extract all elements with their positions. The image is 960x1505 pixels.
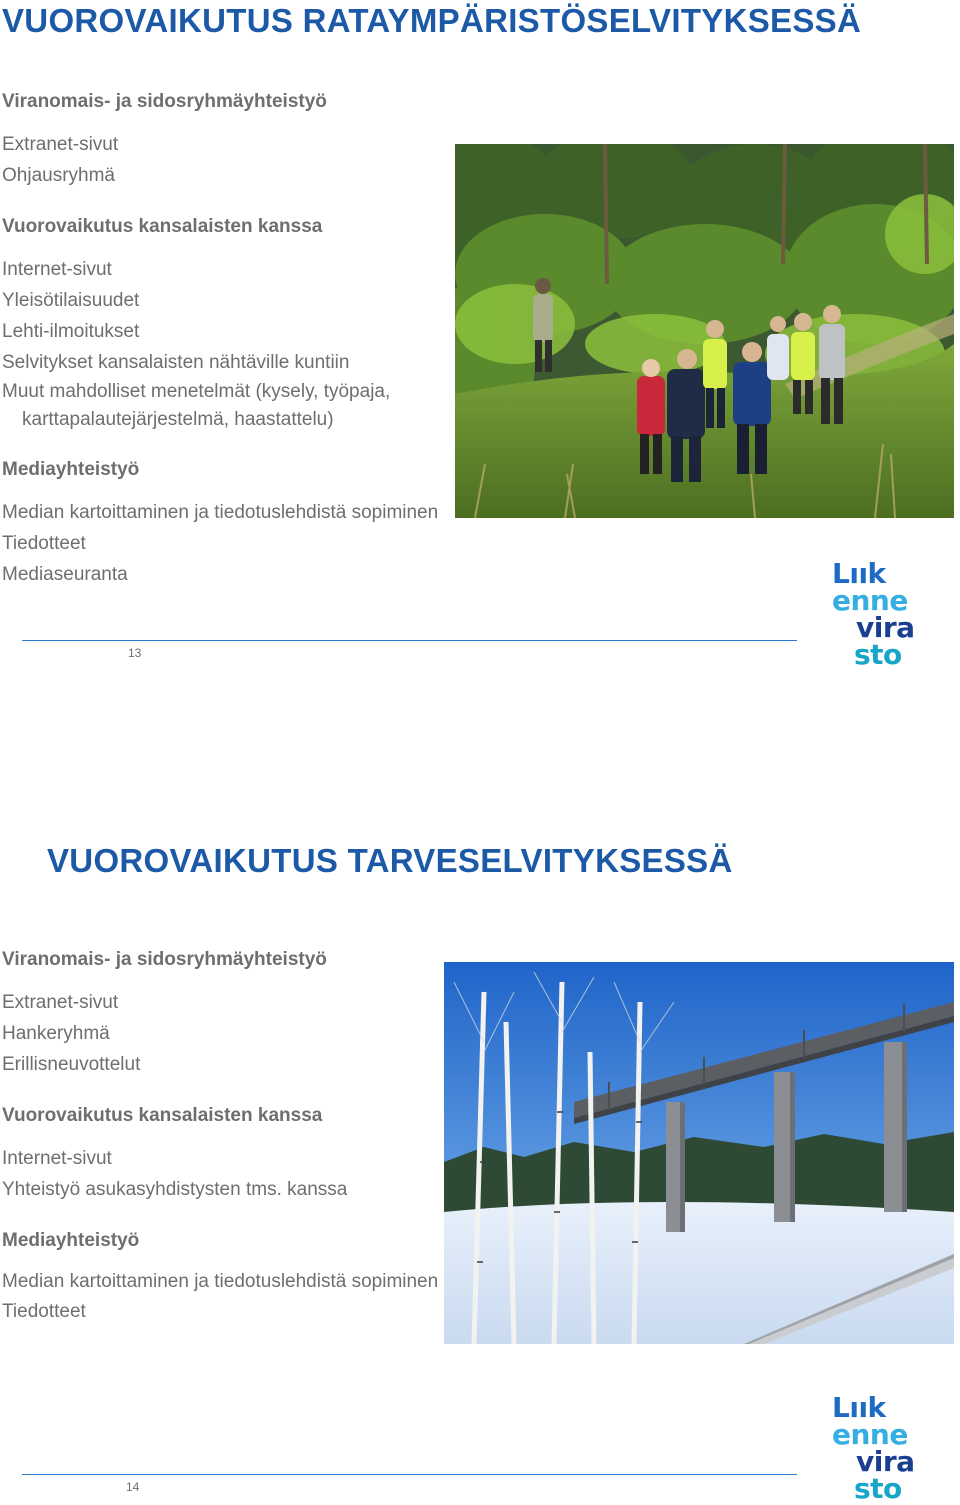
section-heading-citizens: Vuorovaikutus kansalaisten kanssa bbox=[2, 216, 323, 237]
list-item: Yleisötilaisuudet bbox=[2, 290, 140, 311]
list-item: Median kartoittaminen ja tiedotuslehdistä sopiminen bbox=[2, 502, 439, 523]
logo-line: Lıık bbox=[832, 1391, 886, 1424]
section-heading-media: Mediayhteistyö bbox=[2, 1230, 140, 1251]
list-item: Selvitykset kansalaisten nähtäville kuntiin bbox=[2, 352, 350, 373]
logo-line: vira bbox=[856, 1445, 915, 1478]
section-heading-citizens: Vuorovaikutus kansalaisten kanssa bbox=[2, 1105, 323, 1126]
slide-13 bbox=[0, 0, 960, 700]
section-heading-authority: Viranomais- ja sidosryhmäyhteistyö bbox=[2, 91, 327, 112]
liikennevirasto-logo bbox=[832, 1391, 932, 1505]
forest-group-photo bbox=[455, 144, 954, 518]
list-item: Internet-sivut bbox=[2, 1148, 112, 1169]
slide-title: VUOROVAIKUTUS TARVESELVITYKSESSÄ bbox=[47, 842, 733, 879]
list-item: Muut mahdolliset menetelmät (kysely, työpaja, karttapalautejärjestelmä, haastattelu) bbox=[2, 381, 391, 430]
winter-railway-bridge-photo bbox=[444, 962, 954, 1344]
liikennevirasto-logo bbox=[832, 557, 932, 671]
list-item: Extranet-sivut bbox=[2, 134, 119, 155]
section-heading-media: Mediayhteistyö bbox=[2, 459, 140, 480]
logo-line: enne bbox=[832, 1418, 908, 1451]
logo-line: vira bbox=[856, 611, 915, 644]
list-item: Erillisneuvottelut bbox=[2, 1054, 141, 1075]
list-item: Hankeryhmä bbox=[2, 1023, 110, 1044]
logo-line: Lıık bbox=[832, 557, 886, 590]
list-item: Tiedotteet bbox=[2, 1301, 86, 1322]
logo-line: enne bbox=[832, 584, 908, 617]
footer-rule bbox=[22, 1474, 797, 1475]
footer-rule bbox=[22, 640, 797, 641]
logo-line: sto bbox=[854, 638, 902, 671]
slide-title: VUOROVAIKUTUS RATAYMPÄRISTÖSELVITYKSESSÄ bbox=[2, 2, 862, 39]
logo-line: sto bbox=[854, 1472, 902, 1505]
list-item: Tiedotteet bbox=[2, 533, 86, 554]
slide-14 bbox=[0, 820, 960, 1505]
list-item: Internet-sivut bbox=[2, 259, 112, 280]
slide-body bbox=[2, 944, 442, 1327]
list-item: Median kartoittaminen ja tiedotuslehdistä sopiminen bbox=[2, 1271, 439, 1292]
list-item: Ohjausryhmä bbox=[2, 165, 115, 186]
page-number: 13 bbox=[128, 646, 142, 660]
list-item: Mediaseuranta bbox=[2, 564, 128, 585]
slide-body bbox=[2, 86, 452, 590]
page-number: 14 bbox=[126, 1480, 140, 1494]
list-item: Lehti-ilmoitukset bbox=[2, 321, 140, 342]
section-heading-authority: Viranomais- ja sidosryhmäyhteistyö bbox=[2, 949, 327, 970]
list-item: Extranet-sivut bbox=[2, 992, 119, 1013]
list-item: Yhteistyö asukasyhdistysten tms. kanssa bbox=[2, 1179, 348, 1200]
